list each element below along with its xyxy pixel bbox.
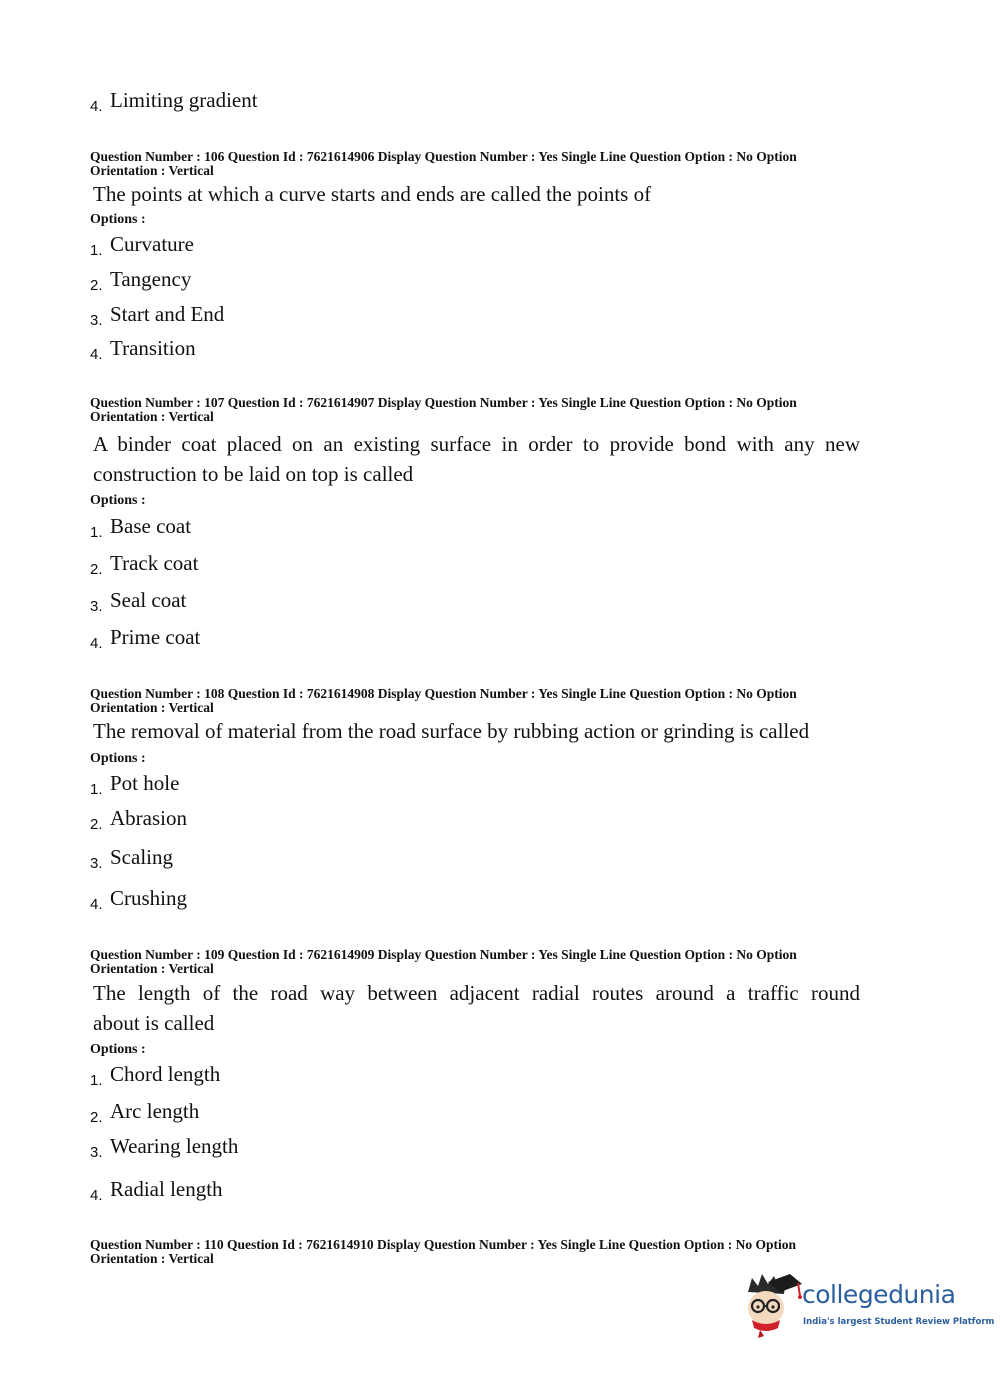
question-meta-orientation: Orientation : Vertical xyxy=(90,163,214,178)
option-text: Scaling xyxy=(110,845,173,869)
question-stem-line: The length of the road way between adjacent radial routes around a traffic round xyxy=(93,981,860,1005)
question-meta xyxy=(90,687,870,715)
question-stem-line: about is called xyxy=(93,1011,215,1035)
option-number: 3. xyxy=(90,312,103,329)
option-number: 1. xyxy=(90,781,103,798)
question-meta-orientation: Orientation : Vertical xyxy=(90,961,214,976)
option-text: Transition xyxy=(110,336,196,360)
option-number: 4. xyxy=(90,346,103,363)
option-number: 3. xyxy=(90,855,103,872)
option-number: 1. xyxy=(90,242,103,259)
collegedunia-logo[interactable] xyxy=(742,1270,995,1340)
question-stem-line: A binder coat placed on an existing surface in order to provide bond with any new xyxy=(93,432,860,456)
options-label: Options : xyxy=(90,212,146,227)
option-number: 1. xyxy=(90,1072,103,1089)
option-text: Curvature xyxy=(110,232,194,256)
option-text: Wearing length xyxy=(110,1134,239,1158)
logo-wordmark: collegedunia xyxy=(802,1280,956,1309)
question-meta xyxy=(90,948,870,976)
option-number: 4. xyxy=(90,1187,103,1204)
question-meta-line: Question Number : 107 Question Id : 7621614907 Display Question Number : Yes Single Line Question Option : No Option xyxy=(90,395,797,410)
option-text: Seal coat xyxy=(110,588,187,612)
option-text: Tangency xyxy=(110,267,192,291)
option-text: Prime coat xyxy=(110,625,201,649)
options-label: Options : xyxy=(90,1042,146,1057)
options-label: Options : xyxy=(90,493,146,508)
option-text: Chord length xyxy=(110,1062,221,1086)
option-number: 3. xyxy=(90,1144,103,1161)
question-stem-line: The points at which a curve starts and ends are called the points of xyxy=(93,182,652,206)
question-stem xyxy=(93,429,860,489)
question-meta-line: Question Number : 110 Question Id : 7621614910 Display Question Number : Yes Single Line Question Option : No Option xyxy=(90,1237,796,1252)
option-number: 2. xyxy=(90,816,103,833)
question-meta-line: Question Number : 106 Question Id : 7621614906 Display Question Number : Yes Single Line Question Option : No Option xyxy=(90,149,797,164)
question-stem-line: construction to be laid on top is called xyxy=(93,462,414,486)
option-number: 4. xyxy=(90,98,103,115)
question-meta xyxy=(90,396,870,424)
question-stem xyxy=(93,978,860,1038)
option-text: Track coat xyxy=(110,551,199,575)
option-number: 2. xyxy=(90,1109,103,1126)
question-stem xyxy=(93,179,860,209)
question-meta xyxy=(90,150,870,178)
option-number: 2. xyxy=(90,277,103,294)
logo-tagline: India's largest Student Review Platform xyxy=(803,1317,995,1327)
question-meta-orientation: Orientation : Vertical xyxy=(90,1251,214,1266)
option-text: Radial length xyxy=(110,1177,223,1201)
question-meta-orientation: Orientation : Vertical xyxy=(90,700,214,715)
option-text: Arc length xyxy=(110,1099,200,1123)
option-text: Crushing xyxy=(110,886,188,910)
question-meta-line: Question Number : 108 Question Id : 7621614908 Display Question Number : Yes Single Line Question Option : No Option xyxy=(90,686,797,701)
option-number: 4. xyxy=(90,635,103,652)
option-text: Limiting gradient xyxy=(110,88,258,112)
question-stem-line: The removal of material from the road surface by rubbing action or grinding is called xyxy=(93,719,810,743)
options-label: Options : xyxy=(90,751,146,766)
option-text: Start and End xyxy=(110,302,225,326)
option-number: 3. xyxy=(90,598,103,615)
option-number: 2. xyxy=(90,561,103,578)
option-text: Abrasion xyxy=(110,806,187,830)
option-text: Base coat xyxy=(110,514,192,538)
question-meta-line: Question Number : 109 Question Id : 7621614909 Display Question Number : Yes Single Line Question Option : No Option xyxy=(90,947,797,962)
option-number: 4. xyxy=(90,896,103,913)
option-text: Pot hole xyxy=(110,771,180,795)
question-meta-orientation: Orientation : Vertical xyxy=(90,409,214,424)
question-stem xyxy=(93,716,860,746)
collegedunia-mascot-icon xyxy=(742,1270,804,1340)
option-number: 1. xyxy=(90,524,103,541)
question-meta xyxy=(90,1238,870,1266)
